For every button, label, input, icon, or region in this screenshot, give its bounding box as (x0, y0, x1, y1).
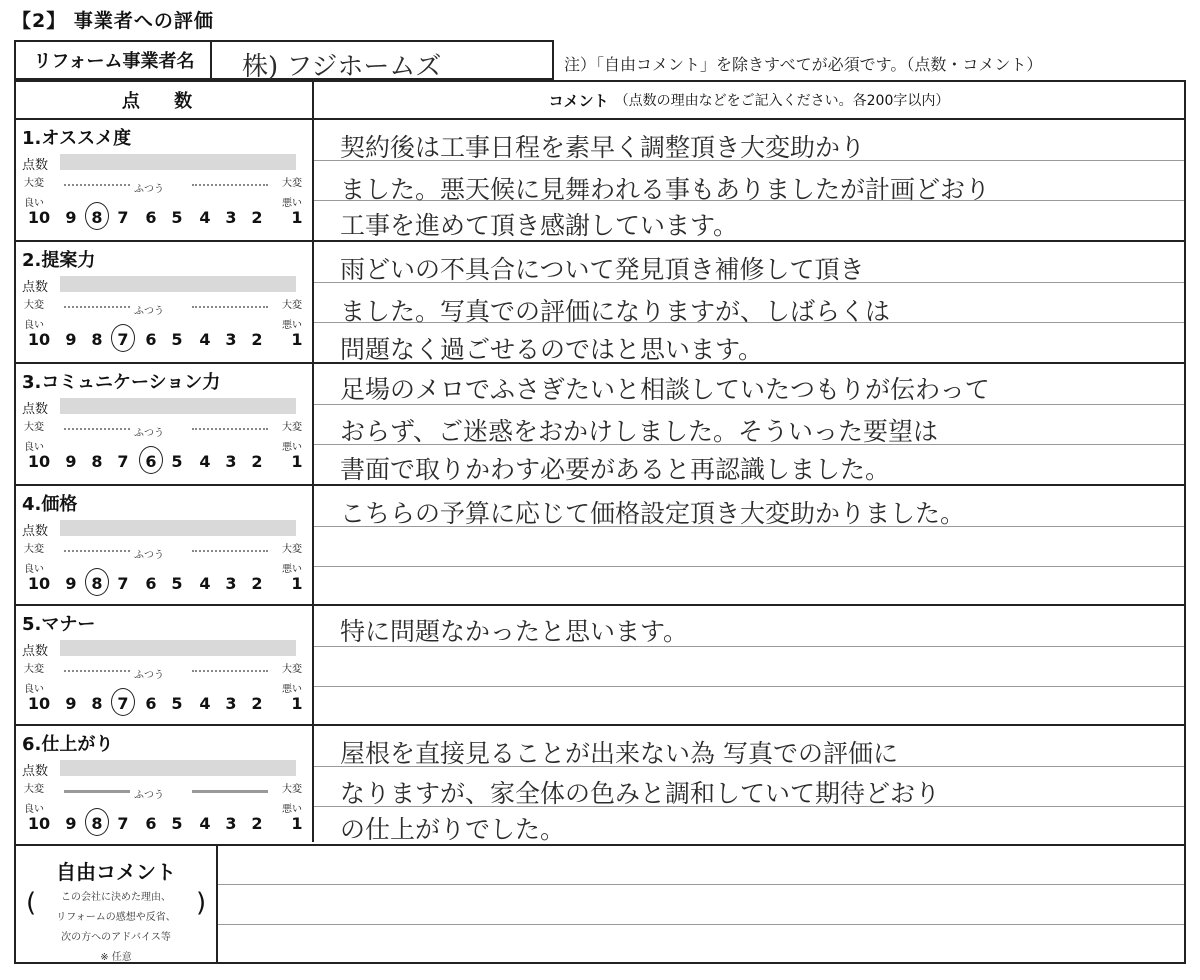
score-bar (60, 398, 296, 414)
score-number-8[interactable]: 8 (91, 330, 103, 349)
score-number-5[interactable]: 5 (171, 208, 183, 227)
score-number-6[interactable]: 6 (145, 452, 157, 471)
category-title: 3.コミュニケーション力 (22, 372, 221, 393)
scale-middle: ふつう (134, 306, 164, 317)
score-number-10[interactable]: 10 (27, 330, 51, 349)
category-1 (16, 120, 312, 240)
score-number-1[interactable]: 1 (291, 330, 303, 349)
scale-right-top: 大変 (282, 178, 302, 189)
score-number-3[interactable]: 3 (225, 814, 237, 833)
company-label (14, 40, 212, 80)
right-arrow (192, 306, 268, 308)
score-number-10[interactable]: 10 (27, 208, 51, 227)
score-number-6[interactable]: 6 (145, 330, 157, 349)
score-label: 点数 (22, 524, 49, 539)
score-number-7[interactable]: 7 (117, 694, 129, 713)
score-number-7[interactable]: 7 (117, 208, 129, 227)
score-number-3[interactable]: 3 (225, 330, 237, 349)
score-number-8[interactable]: 8 (91, 452, 103, 471)
free-note-3: 次の方へのアドバイス等 (61, 932, 171, 943)
score-number-7[interactable]: 7 (117, 452, 129, 471)
score-number-3[interactable]: 3 (225, 452, 237, 471)
scale-left-bottom: 良い (24, 198, 44, 209)
score-number-7[interactable]: 7 (117, 330, 129, 349)
comment-6-line-2: なりますが、家全体の色みと調和していて期待どおり (340, 779, 941, 808)
score-scale[interactable] (22, 208, 308, 228)
score-number-9[interactable]: 9 (65, 694, 77, 713)
scale-right-top: 大変 (282, 422, 302, 433)
comment-6-line-1: 屋根を直接見ることが出来ない為 写真での評価に (340, 739, 898, 768)
score-number-10[interactable]: 10 (27, 452, 51, 471)
score-number-3[interactable]: 3 (225, 694, 237, 713)
scale-middle: ふつう (134, 550, 164, 561)
score-number-2[interactable]: 2 (251, 208, 263, 227)
score-number-6[interactable]: 6 (145, 574, 157, 593)
score-number-2[interactable]: 2 (251, 330, 263, 349)
score-scale[interactable] (22, 814, 308, 834)
scale-left-bottom: 良い (24, 804, 44, 815)
scale-left-bottom: 良い (24, 684, 44, 695)
scale-right-bottom: 悪い (282, 804, 302, 815)
left-arrow (64, 550, 130, 552)
scale-left-top: 大変 (24, 544, 44, 555)
required-note: 注）「自由コメント」を除きすべてが必須です。（点数・コメント） (564, 55, 1043, 74)
score-scale[interactable] (22, 694, 308, 714)
score-number-5[interactable]: 5 (171, 694, 183, 713)
score-number-4[interactable]: 4 (199, 208, 211, 227)
score-number-1[interactable]: 1 (291, 814, 303, 833)
scale-left-top: 大変 (24, 784, 44, 795)
score-scale[interactable] (22, 452, 308, 472)
scale-right-top: 大変 (282, 784, 302, 795)
score-header: 点 数 (121, 91, 207, 112)
free-note-4: ※ 任意 (100, 952, 132, 963)
score-number-10[interactable]: 10 (27, 814, 51, 833)
score-number-5[interactable]: 5 (171, 452, 183, 471)
selected-score-circle (111, 324, 135, 352)
score-bar (60, 154, 296, 170)
score-number-9[interactable]: 9 (65, 452, 77, 471)
score-number-8[interactable]: 8 (91, 574, 103, 593)
score-number-2[interactable]: 2 (251, 452, 263, 471)
category-5 (16, 606, 312, 724)
free-note-1: この会社に決めた理由、 (61, 892, 171, 903)
score-number-7[interactable]: 7 (117, 814, 129, 833)
score-label: 点数 (22, 764, 49, 779)
score-number-9[interactable]: 9 (65, 330, 77, 349)
score-number-7[interactable]: 7 (117, 574, 129, 593)
scale-right-bottom: 悪い (282, 442, 302, 453)
left-arrow (64, 306, 130, 308)
score-number-9[interactable]: 9 (65, 208, 77, 227)
score-bar (60, 520, 296, 536)
free-comment-title: 自由コメント (56, 860, 176, 884)
category-2 (16, 242, 312, 362)
category-3 (16, 364, 312, 484)
scale-left-top: 大変 (24, 422, 44, 433)
right-arrow (192, 670, 268, 672)
score-number-1[interactable]: 1 (291, 574, 303, 593)
free-comment-field[interactable] (218, 846, 1184, 962)
scale-left-top: 大変 (24, 300, 44, 311)
score-number-9[interactable]: 9 (65, 574, 77, 593)
score-label: 点数 (22, 280, 49, 295)
score-number-4[interactable]: 4 (199, 694, 211, 713)
comment-3-line-3: 書面で取りかわす必要があると再認識しました。 (340, 455, 891, 484)
left-arrow (64, 670, 130, 672)
comment-header-title: コメント (548, 91, 609, 110)
free-note-2: リフォームの感想や反省、 (56, 912, 176, 923)
scale-middle: ふつう (134, 184, 164, 195)
scale-left-bottom: 良い (24, 564, 44, 575)
right-arrow (192, 428, 268, 430)
category-title: 6.仕上がり (22, 734, 114, 755)
score-number-1[interactable]: 1 (291, 208, 303, 227)
score-number-8[interactable]: 8 (91, 208, 103, 227)
scale-middle: ふつう (134, 790, 164, 801)
score-label: 点数 (22, 402, 49, 417)
scale-right-bottom: 悪い (282, 684, 302, 695)
score-bar (60, 640, 296, 656)
selected-score-circle (111, 688, 135, 716)
comment-2-line-2: ました。写真での評価になりますが、しばらくは (340, 297, 891, 326)
comment-header (314, 82, 1184, 118)
section-title: 【2】 事業者への評価 (12, 10, 214, 32)
scale-right-bottom: 悪い (282, 320, 302, 331)
score-number-4[interactable]: 4 (199, 452, 211, 471)
score-number-3[interactable]: 3 (225, 208, 237, 227)
score-number-8[interactable]: 8 (91, 694, 103, 713)
company-label-text: リフォーム事業者名 (33, 51, 195, 72)
score-number-1[interactable]: 1 (291, 694, 303, 713)
left-paren: ( (26, 888, 37, 918)
score-number-2[interactable]: 2 (251, 814, 263, 833)
score-number-9[interactable]: 9 (65, 814, 77, 833)
scale-middle: ふつう (134, 428, 164, 439)
score-number-4[interactable]: 4 (199, 574, 211, 593)
scale-right-top: 大変 (282, 300, 302, 311)
comment-header-note: （点数の理由などをご記入ください。各200字以内） (614, 93, 950, 109)
left-arrow (64, 184, 130, 186)
category-6 (16, 726, 312, 844)
score-number-4[interactable]: 4 (199, 814, 211, 833)
comment-3-line-1: 足場のメロでふさぎたいと相談していたつもりが伝わって (340, 375, 990, 404)
score-number-2[interactable]: 2 (251, 574, 263, 593)
comment-1-line-3: 工事を進めて頂き感謝しています。 (340, 211, 739, 240)
score-bar (60, 760, 296, 776)
score-number-5[interactable]: 5 (171, 330, 183, 349)
score-number-2[interactable]: 2 (251, 694, 263, 713)
comment-6-line-3: の仕上がりでした。 (340, 815, 566, 844)
score-number-5[interactable]: 5 (171, 814, 183, 833)
scale-right-bottom: 悪い (282, 564, 302, 575)
score-number-6[interactable]: 6 (145, 694, 157, 713)
score-bar (60, 276, 296, 292)
selected-score-circle (85, 202, 109, 230)
right-arrow (192, 790, 268, 793)
score-number-5[interactable]: 5 (171, 574, 183, 593)
comment-1-line-1: 契約後は工事日程を素早く調整頂き大変助かり (340, 133, 866, 162)
score-number-10[interactable]: 10 (27, 694, 51, 713)
scale-right-top: 大変 (282, 544, 302, 555)
category-title: 4.価格 (22, 494, 78, 515)
score-number-3[interactable]: 3 (225, 574, 237, 593)
left-arrow (64, 428, 130, 430)
score-label: 点数 (22, 158, 49, 173)
scale-right-bottom: 悪い (282, 198, 302, 209)
score-number-6[interactable]: 6 (145, 814, 157, 833)
selected-score-circle (85, 568, 109, 596)
comment-1-line-2: ました。悪天候に見舞われる事もありましたが計画どおり (340, 175, 991, 204)
comment-3-line-2: おらず、ご迷惑をおかけしました。そういった要望は (340, 417, 939, 446)
score-scale[interactable] (22, 330, 308, 350)
company-name-field[interactable] (210, 40, 554, 80)
selected-score-circle (139, 446, 163, 474)
comment-2-line-3: 問題なく過ごせるのではと思います。 (340, 335, 764, 364)
score-number-6[interactable]: 6 (145, 208, 157, 227)
scale-right-top: 大変 (282, 664, 302, 675)
scale-left-bottom: 良い (24, 442, 44, 453)
selected-score-circle (85, 808, 109, 836)
company-name-value: 株) フジホームズ (242, 52, 442, 82)
score-number-4[interactable]: 4 (199, 330, 211, 349)
comment-5-line-1: 特に問題なかったと思います。 (340, 617, 689, 646)
category-title: 1.オススメ度 (22, 128, 132, 149)
score-number-1[interactable]: 1 (291, 452, 303, 471)
score-label: 点数 (22, 644, 49, 659)
score-scale[interactable] (22, 574, 308, 594)
category-title: 2.提案力 (22, 250, 96, 271)
scale-middle: ふつう (134, 670, 164, 681)
comment-4-line-1: こちらの予算に応じて価格設定頂き大変助かりました。 (340, 499, 966, 528)
score-number-8[interactable]: 8 (91, 814, 103, 833)
score-number-10[interactable]: 10 (27, 574, 51, 593)
category-title: 5.マナー (22, 614, 96, 635)
category-4 (16, 486, 312, 604)
scale-left-bottom: 良い (24, 320, 44, 331)
comment-2-line-1: 雨どいの不具合について発見頂き補修して頂き (340, 255, 865, 284)
right-paren: ) (196, 888, 207, 918)
right-arrow (192, 550, 268, 552)
scale-left-top: 大変 (24, 664, 44, 675)
left-arrow (64, 790, 130, 793)
right-arrow (192, 184, 268, 186)
scale-left-top: 大変 (24, 178, 44, 189)
